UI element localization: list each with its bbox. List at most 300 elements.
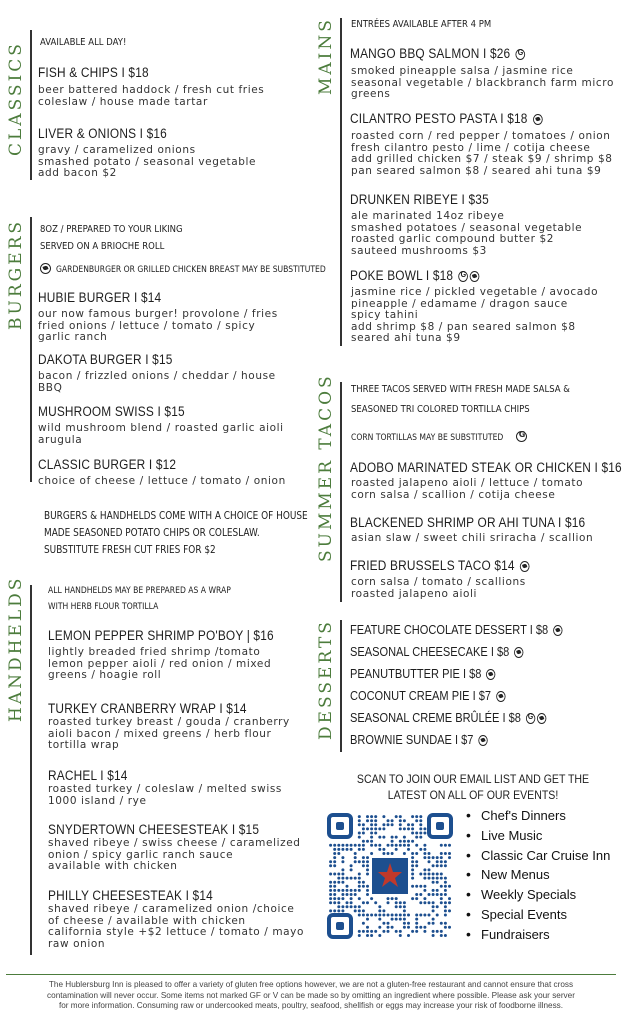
- menu-item-desc: choice of cheese / lettuce / tomato / onion: [38, 475, 286, 487]
- qr-module: [415, 893, 418, 896]
- menu-item-desc: shaved ribeye / swiss cheese / caramelized onion / spicy garlic ranch sauce available with chicken: [48, 837, 301, 873]
- qr-module: [366, 860, 369, 863]
- qr-module: [448, 901, 451, 904]
- vegetarian-icon: [486, 669, 495, 680]
- qr-module: [391, 914, 394, 917]
- qr-module: [354, 844, 357, 847]
- qr-module: [333, 901, 336, 904]
- qr-module: [366, 864, 369, 867]
- qr-module: [362, 864, 365, 867]
- qr-module: [337, 889, 340, 892]
- qr-module: [350, 848, 353, 851]
- qr-module: [354, 877, 357, 880]
- qr-module: [358, 823, 361, 826]
- qr-module: [399, 827, 402, 830]
- qr-module: [407, 848, 410, 851]
- qr-module: [399, 934, 402, 937]
- qr-module: [391, 836, 394, 839]
- qr-module: [333, 856, 336, 859]
- qr-code[interactable]: [326, 812, 454, 940]
- mains-divider: [340, 18, 342, 346]
- qr-module: [366, 930, 369, 933]
- qr-module: [415, 922, 418, 925]
- qr-module: [403, 905, 406, 908]
- qr-module: [428, 873, 431, 876]
- dessert-item: SEASONAL CHEESECAKE I $8: [350, 644, 562, 666]
- qr-module: [378, 909, 381, 912]
- qr-module: [432, 930, 435, 933]
- qr-module: [444, 926, 447, 929]
- qr-module: [341, 893, 344, 896]
- qr-module: [419, 836, 422, 839]
- qr-module: [329, 885, 332, 888]
- qr-module: [354, 905, 357, 908]
- qr-module: [341, 848, 344, 851]
- qr-module: [411, 897, 414, 900]
- qr-module: [337, 873, 340, 876]
- menu-item-desc: roasted turkey / coleslaw / melted swiss 1000 island / rye: [48, 783, 282, 807]
- qr-module: [423, 897, 426, 900]
- qr-module: [432, 922, 435, 925]
- qr-module: [391, 844, 394, 847]
- qr-module: [382, 922, 385, 925]
- qr-module: [407, 840, 410, 843]
- qr-module: [362, 844, 365, 847]
- qr-module: [333, 852, 336, 855]
- qr-module: [346, 885, 349, 888]
- qr-module: [432, 909, 435, 912]
- qr-module: [329, 873, 332, 876]
- qr-module: [423, 873, 426, 876]
- qr-module: [432, 856, 435, 859]
- qr-module: [440, 930, 443, 933]
- qr-module: [423, 889, 426, 892]
- qr-module: [382, 914, 385, 917]
- qr-module: [387, 922, 390, 925]
- qr-module: [387, 926, 390, 929]
- qr-module: [382, 930, 385, 933]
- qr-module: [428, 856, 431, 859]
- section-label-classics: CLASSICS: [6, 41, 26, 156]
- qr-module: [387, 819, 390, 822]
- qr-module: [403, 852, 406, 855]
- qr-module: [395, 844, 398, 847]
- qr-module: [333, 885, 336, 888]
- qr-module: [411, 885, 414, 888]
- classics-divider: [30, 30, 32, 180]
- qr-module: [415, 918, 418, 921]
- qr-module: [374, 823, 377, 826]
- qr-module: [399, 823, 402, 826]
- qr-module: [354, 889, 357, 892]
- qr-module: [403, 922, 406, 925]
- qr-module: [448, 856, 451, 859]
- qr-module: [329, 909, 332, 912]
- qr-module: [337, 905, 340, 908]
- qr-module: [346, 877, 349, 880]
- qr-module: [399, 815, 402, 818]
- qr-module: [432, 901, 435, 904]
- menu-item-desc: bacon / frizzled onions / cheddar / house BBQ: [38, 370, 276, 394]
- qr-module: [407, 823, 410, 826]
- event-item: • Special Events: [466, 905, 610, 925]
- qr-module: [366, 873, 369, 876]
- dessert-item: COCONUT CREAM PIE I $7: [350, 688, 562, 710]
- qr-module: [436, 860, 439, 863]
- qr-module: [436, 930, 439, 933]
- qr-module: [387, 897, 390, 900]
- qr-module: [358, 905, 361, 908]
- qr-module: [411, 823, 414, 826]
- menu-item-title: CILANTRO PESTO PASTA I $18: [350, 111, 542, 126]
- qr-module: [423, 852, 426, 855]
- qr-module: [333, 848, 336, 851]
- qr-module: [346, 848, 349, 851]
- qr-module: [341, 889, 344, 892]
- qr-module: [341, 860, 344, 863]
- menu-item-title: MUSHROOM SWISS I $15: [38, 404, 185, 419]
- event-item: • Chef's Dinners: [466, 806, 610, 826]
- qr-module: [444, 922, 447, 925]
- qr-module: [440, 877, 443, 880]
- qr-module: [399, 914, 402, 917]
- qr-module: [444, 914, 447, 917]
- qr-module: [374, 930, 377, 933]
- qr-module: [415, 860, 418, 863]
- qr-module: [370, 840, 373, 843]
- qr-module: [419, 815, 422, 818]
- qr-module: [378, 848, 381, 851]
- menu-item-title: SNYDERTOWN CHEESESTEAK I $15: [48, 822, 260, 837]
- qr-module: [382, 852, 385, 855]
- section-label-handhelds: HANDHELDS: [6, 575, 26, 722]
- qr-module: [358, 836, 361, 839]
- qr-module: [358, 844, 361, 847]
- qr-module: [432, 881, 435, 884]
- menu-item-title: CLASSIC BURGER I $12: [38, 457, 177, 472]
- qr-module: [362, 922, 365, 925]
- qr-module: [382, 836, 385, 839]
- qr-module: [350, 864, 353, 867]
- qr-module: [415, 914, 418, 917]
- qr-module: [366, 885, 369, 888]
- qr-module: [436, 877, 439, 880]
- section-label-summer-tacos: SUMMER TACOS: [316, 373, 336, 562]
- qr-module: [428, 893, 431, 896]
- qr-module: [329, 889, 332, 892]
- qr-module: [415, 885, 418, 888]
- qr-module: [436, 881, 439, 884]
- qr-module: [395, 848, 398, 851]
- qr-module: [366, 827, 369, 830]
- menu-item-desc: jasmine rice / pickled vegetable / avocado pineapple / edamame / dragon sauce spicy tahini add shrimp $8 / pan seared salmon $8 seared ahi tuna $9: [351, 286, 599, 345]
- qr-module: [440, 922, 443, 925]
- qr-module: [374, 819, 377, 822]
- qr-module: [337, 844, 340, 847]
- qr-module: [350, 901, 353, 904]
- menu-item-desc: corn salsa / tomato / scallions roasted jalapeno aioli: [351, 576, 526, 600]
- qr-module: [436, 893, 439, 896]
- qr-module: [374, 832, 377, 835]
- qr-module: [374, 901, 377, 904]
- qr-module: [378, 914, 381, 917]
- qr-module: [391, 840, 394, 843]
- qr-module: [366, 815, 369, 818]
- qr-module: [403, 819, 406, 822]
- tacos-note-2: SEASONED TRI COLORED TORTILLA CHIPS: [351, 404, 530, 415]
- qr-module: [440, 844, 443, 847]
- qr-module: [403, 840, 406, 843]
- menu-item-desc: lightly breaded fried shrimp /tomato lemon pepper aioli / red onion / mixed greens / hoagie roll: [48, 646, 272, 682]
- qr-module: [374, 914, 377, 917]
- event-item: • Classic Car Cruise Inn: [466, 846, 610, 866]
- qr-module: [341, 873, 344, 876]
- qr-module: [341, 881, 344, 884]
- qr-module: [362, 823, 365, 826]
- qr-module: [346, 893, 349, 896]
- section-label-desserts: DESSERTS: [316, 619, 336, 740]
- menu-item-title: PHILLY CHEESESTEAK I $14: [48, 888, 213, 903]
- qr-module: [432, 934, 435, 937]
- qr-module: [419, 885, 422, 888]
- qr-module: [428, 877, 431, 880]
- qr-module: [423, 877, 426, 880]
- qr-module: [337, 901, 340, 904]
- dessert-list: [350, 622, 600, 754]
- qr-module: [346, 844, 349, 847]
- qr-module: [350, 889, 353, 892]
- qr-module: [440, 852, 443, 855]
- qr-module: [378, 836, 381, 839]
- qr-module: [432, 918, 435, 921]
- qr-module: [341, 844, 344, 847]
- qr-module: [391, 852, 394, 855]
- qr-module: [432, 864, 435, 867]
- qr-module: [440, 897, 443, 900]
- qr-module: [358, 877, 361, 880]
- qr-module: [428, 901, 431, 904]
- qr-module: [428, 860, 431, 863]
- qr-module: [366, 889, 369, 892]
- qr-module: [350, 905, 353, 908]
- qr-module: [387, 823, 390, 826]
- vegetarian-icon: [496, 691, 505, 702]
- qr-module: [366, 868, 369, 871]
- qr-module: [378, 844, 381, 847]
- menu-item-desc: beer battered haddock / fresh cut fries coleslaw / house made tartar: [38, 84, 265, 108]
- qr-module: [423, 856, 426, 859]
- qr-module: [362, 840, 365, 843]
- qr-module: [350, 897, 353, 900]
- qr-module: [329, 864, 332, 867]
- qr-module: [395, 905, 398, 908]
- qr-module: [432, 889, 435, 892]
- qr-module: [436, 856, 439, 859]
- events-list: [466, 806, 610, 945]
- qr-module: [358, 889, 361, 892]
- qr-module: [346, 889, 349, 892]
- qr-module: [415, 864, 418, 867]
- qr-module: [403, 914, 406, 917]
- qr-module: [395, 815, 398, 818]
- qr-module: [341, 877, 344, 880]
- qr-module: [444, 864, 447, 867]
- qr-module: [337, 881, 340, 884]
- qr-module: [370, 930, 373, 933]
- qr-module: [423, 930, 426, 933]
- qr-module: [415, 844, 418, 847]
- qr-module: [378, 905, 381, 908]
- menu-item-title: HUBIE BURGER I $14: [38, 290, 162, 305]
- qr-module: [341, 868, 344, 871]
- vegetarian-icon: [470, 271, 480, 282]
- gluten-free-icon: [516, 431, 527, 442]
- handhelds-note-2: WITH HERB FLOUR TORTILLA: [48, 602, 159, 612]
- dessert-item: FEATURE CHOCOLATE DESSERT I $8: [350, 622, 562, 644]
- qr-module: [358, 909, 361, 912]
- qr-module: [329, 844, 332, 847]
- qr-module: [362, 914, 365, 917]
- qr-module: [411, 860, 414, 863]
- qr-module: [444, 881, 447, 884]
- qr-module: [337, 877, 340, 880]
- qr-module: [440, 885, 443, 888]
- menu-item-desc: ale marinated 14oz ribeye smashed potatoes / seasonal vegetable roasted garlic compound butter $2 sauteed mushrooms $3: [351, 210, 583, 257]
- qr-module: [337, 897, 340, 900]
- qr-module: [440, 860, 443, 863]
- qr-module: [419, 926, 422, 929]
- qr-module: [411, 930, 414, 933]
- sides-note: BURGERS & HANDHELDS COME WITH A CHOICE OF HOUSE MADE SEASONED POTATO CHIPS OR COLESLAW. SUBSTITUTE FRESH CUT FRIES FOR $2: [44, 510, 308, 556]
- qr-module: [411, 852, 414, 855]
- qr-module: [415, 930, 418, 933]
- event-item: • Fundraisers: [466, 925, 610, 945]
- qr-module: [358, 897, 361, 900]
- vegetarian-icon: [478, 735, 487, 746]
- qr-module: [346, 901, 349, 904]
- menu-item-title: POKE BOWL I $18 G: [350, 268, 480, 283]
- qr-module: [419, 901, 422, 904]
- qr-module: [387, 914, 390, 917]
- vegetarian-icon: [533, 114, 543, 125]
- menu-item-desc: gravy / caramelized onions smashed potato / seasonal vegetable add bacon $2: [38, 144, 257, 180]
- qr-module: [415, 897, 418, 900]
- menu-item-desc: our now famous burger! provolone / fries fried onions / lettuce / tomato / spicy garlic ranch: [38, 308, 278, 344]
- menu-item-desc: roasted jalapeno aioli / lettuce / tomato corn salsa / scallion / cotija cheese: [351, 477, 584, 501]
- qr-module: [333, 893, 336, 896]
- qr-module: [366, 914, 369, 917]
- qr-module: [333, 909, 336, 912]
- qr-module: [391, 823, 394, 826]
- qr-module: [362, 856, 365, 859]
- qr-module: [387, 930, 390, 933]
- tacos-note-3: CORN TORTILLAS MAY BE SUBSTITUTEDG: [351, 425, 527, 444]
- qr-module: [399, 930, 402, 933]
- menu-item-title: LIVER & ONIONS I $16: [38, 126, 167, 141]
- qr-module: [399, 819, 402, 822]
- qr-module: [407, 934, 410, 937]
- qr-module: [395, 930, 398, 933]
- qr-module: [362, 909, 365, 912]
- qr-module: [399, 901, 402, 904]
- qr-module: [378, 827, 381, 830]
- vegetarian-icon: [514, 647, 523, 658]
- desserts-divider: [340, 620, 342, 752]
- gluten-free-icon: [516, 49, 526, 60]
- qr-module: [337, 909, 340, 912]
- qr-module: [387, 852, 390, 855]
- qr-module: [366, 901, 369, 904]
- qr-module: [419, 827, 422, 830]
- section-label-burgers: BURGERS: [6, 218, 26, 330]
- qr-module: [333, 844, 336, 847]
- qr-module: [440, 901, 443, 904]
- qr-module: [448, 909, 451, 912]
- qr-module: [366, 840, 369, 843]
- qr-module: [358, 860, 361, 863]
- qr-module: [370, 832, 373, 835]
- qr-module: [403, 844, 406, 847]
- qr-module: [432, 905, 435, 908]
- qr-module: [341, 909, 344, 912]
- qr-module: [403, 836, 406, 839]
- handhelds-divider: [30, 585, 32, 955]
- qr-module: [444, 889, 447, 892]
- handhelds-note-1: ALL HANDHELDS MAY BE PREPARED AS A WRAP: [48, 586, 231, 596]
- qr-module: [444, 934, 447, 937]
- qr-module: [362, 901, 365, 904]
- footer-divider: [6, 974, 616, 975]
- qr-module: [341, 897, 344, 900]
- qr-module: [370, 852, 373, 855]
- qr-module: [374, 844, 377, 847]
- qr-module: [399, 840, 402, 843]
- qr-module: [358, 815, 361, 818]
- qr-module: [407, 926, 410, 929]
- qr-module: [436, 905, 439, 908]
- qr-module: [358, 832, 361, 835]
- qr-module: [411, 840, 414, 843]
- qr-module: [419, 893, 422, 896]
- qr-module: [395, 897, 398, 900]
- qr-module: [440, 856, 443, 859]
- qr-module: [428, 852, 431, 855]
- burgers-divider: [30, 217, 32, 482]
- qr-module: [403, 926, 406, 929]
- qr-module: [362, 848, 365, 851]
- qr-module: [362, 832, 365, 835]
- qr-module: [358, 848, 361, 851]
- qr-module: [366, 856, 369, 859]
- vegetarian-icon: [520, 561, 530, 572]
- qr-module: [411, 864, 414, 867]
- qr-module: [411, 856, 414, 859]
- qr-module: [444, 893, 447, 896]
- qr-module: [333, 860, 336, 863]
- menu-item-desc: wild mushroom blend / roasted garlic aioli arugula: [38, 422, 284, 446]
- qr-module: [407, 844, 410, 847]
- qr-module: [411, 877, 414, 880]
- qr-module: [354, 852, 357, 855]
- qr-module: [428, 914, 431, 917]
- qr-module: [370, 914, 373, 917]
- qr-module: [358, 873, 361, 876]
- qr-module: [391, 819, 394, 822]
- menu-item-title: LEMON PEPPER SHRIMP PO'BOY | $16: [48, 628, 274, 643]
- qr-module: [440, 893, 443, 896]
- qr-module: [329, 901, 332, 904]
- classics-note: AVAILABLE ALL DAY!: [40, 37, 127, 48]
